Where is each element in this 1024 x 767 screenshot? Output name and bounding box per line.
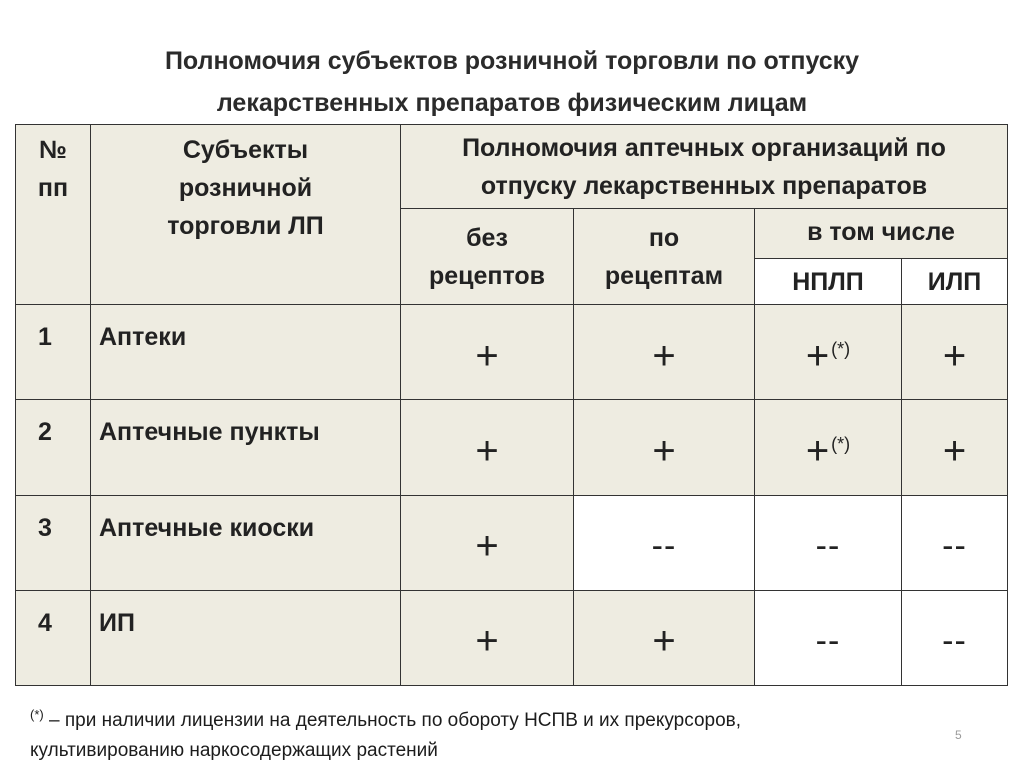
header-subjects-line-1: Субъекты — [182, 136, 309, 164]
cell-nplp — [755, 400, 902, 495]
cell-rx: + — [574, 305, 755, 400]
powers-table — [15, 124, 1008, 686]
cell-nplp-value: + — [805, 429, 830, 474]
header-num-line-1: № — [39, 136, 67, 164]
header-num-cell — [16, 125, 91, 305]
footnote — [30, 700, 741, 766]
row-num: 4 — [16, 590, 91, 685]
title-line-1: Полномочия субъектов розничной торговли по отпуску — [164, 47, 860, 75]
row-num: 3 — [16, 495, 91, 590]
table-row — [16, 590, 1008, 685]
table-row — [16, 400, 1008, 495]
page-number: 5 — [955, 728, 962, 742]
cell-nplp-note: (*) — [831, 338, 851, 359]
header-row-1 — [16, 125, 1008, 209]
cell-ilp: + — [902, 400, 1008, 495]
footnote-text-1: – при наличии лицензии на деятельность по обороту НСПВ и их прекурсоров, — [43, 710, 742, 731]
header-powers-cell — [401, 125, 1008, 209]
header-no-rx-cell — [401, 209, 574, 305]
cell-nplp: -- — [755, 590, 902, 685]
header-powers-line-2: отпуску лекарственных препаратов — [480, 172, 928, 200]
header-rx-cell — [574, 209, 755, 305]
slide-title — [0, 40, 1024, 124]
header-nplp-cell: НПЛП — [755, 259, 902, 305]
row-name: Аптеки — [91, 305, 401, 400]
cell-rx: + — [574, 590, 755, 685]
header-rx-line-2: рецептам — [604, 262, 724, 291]
row-num: 2 — [16, 400, 91, 495]
header-num-line-2: пп — [37, 174, 69, 202]
table-row — [16, 495, 1008, 590]
cell-ilp: -- — [902, 590, 1008, 685]
footnote-line-1 — [30, 700, 741, 736]
header-subjects-cell — [91, 125, 401, 305]
footnote-marker: (*) — [30, 707, 44, 722]
cell-nplp-value: + — [805, 333, 830, 378]
row-name: ИП — [91, 590, 401, 685]
cell-ilp: -- — [902, 495, 1008, 590]
cell-ilp: + — [902, 305, 1008, 400]
cell-no-rx: + — [401, 400, 574, 495]
cell-rx: -- — [574, 495, 755, 590]
header-no-rx-line-2: рецептов — [428, 262, 546, 291]
cell-no-rx: + — [401, 590, 574, 685]
title-line-2: лекарственных препаратов физическим лицам — [216, 89, 808, 117]
cell-no-rx: + — [401, 305, 574, 400]
header-subjects-line-3: торговли ЛП — [167, 212, 324, 240]
cell-no-rx: + — [401, 495, 574, 590]
cell-nplp-note: (*) — [831, 434, 851, 455]
header-no-rx-line-1: без — [466, 224, 508, 253]
header-subjects-line-2: розничной — [178, 174, 313, 202]
header-including-cell: в том числе — [755, 209, 1008, 259]
row-name: Аптечные пункты — [91, 400, 401, 495]
cell-nplp: -- — [755, 495, 902, 590]
header-rx-line-1: по — [648, 224, 680, 253]
footnote-line-2: культивированию наркосодержащих растений — [30, 740, 438, 761]
row-name: Аптечные киоски — [91, 495, 401, 590]
header-ilp-cell: ИЛП — [902, 259, 1008, 305]
row-num: 1 — [16, 305, 91, 400]
header-powers-line-1: Полномочия аптечных организаций по — [462, 134, 946, 162]
cell-rx: + — [574, 400, 755, 495]
table-row — [16, 305, 1008, 400]
cell-nplp — [755, 305, 902, 400]
